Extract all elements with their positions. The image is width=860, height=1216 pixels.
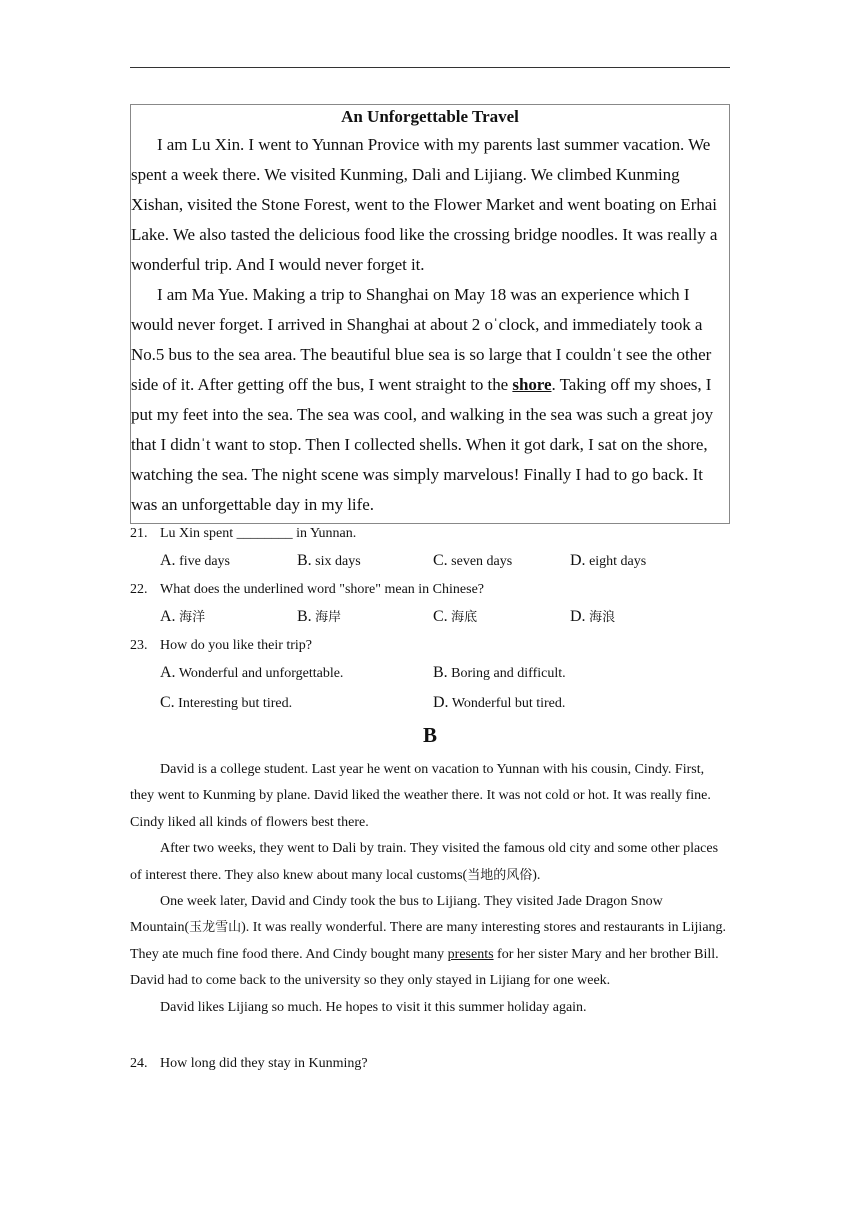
option-d[interactable]	[570, 552, 646, 571]
passage-b-paragraph-4: David likes Lijiang so much. He hopes to visit it this summer holiday again.	[160, 999, 587, 1015]
p3-text-before: One week later, David and Cindy took the bus to Lijiang. They visited Jade Dragon Snow Mountain(	[130, 894, 663, 936]
option-letter: C.	[160, 694, 175, 711]
question-text: How long did they stay in Kunming?	[160, 1056, 368, 1071]
option-letter: D.	[433, 694, 449, 711]
option-letter: B.	[297, 552, 312, 569]
question-21	[130, 525, 356, 543]
underlined-word-presents: presents	[447, 946, 494, 962]
p3-chinese-note: 玉龙雪山	[189, 920, 242, 936]
option-text: eight days	[589, 554, 647, 569]
question-21-options	[160, 552, 720, 572]
passage-b	[130, 757, 730, 1021]
para2-text-before: I am Ma Yue. Making a trip to Shanghai on May 18 was an experience which I would never forget. I arrived in Shanghai at about 2 oˈclock, and immediately took a No.5 bus to the sea area. The beautiful blue sea is so large that I couldnˈt see the other side of it. After getting off the bus, I went straight to the	[131, 285, 712, 394]
option-text: seven days	[451, 554, 513, 569]
question-24	[130, 1055, 368, 1073]
question-text: What does the underlined word "shore" mean in Chinese?	[160, 582, 485, 597]
option-text: Boring and difficult.	[451, 666, 566, 681]
option-text: six days	[315, 554, 361, 569]
option-letter: A.	[160, 664, 176, 681]
question-23-options-row-1	[160, 664, 720, 684]
option-text: Interesting but tired.	[178, 696, 293, 711]
option-letter: B.	[433, 664, 448, 681]
option-b[interactable]	[297, 608, 341, 627]
passage-b-paragraph-3	[130, 889, 730, 995]
option-text: Wonderful and unforgettable.	[178, 666, 344, 681]
option-b[interactable]	[297, 552, 361, 571]
option-c[interactable]	[433, 552, 512, 571]
option-letter: C.	[433, 552, 448, 569]
question-22-options	[160, 608, 720, 628]
question-number: 24.	[130, 1056, 148, 1071]
option-d[interactable]	[570, 608, 615, 627]
p3-text-after: for her sister Mary and her brother Bill. David had to come back to the university so they only stayed in Lijiang for one week.	[130, 946, 719, 989]
option-text: 海浪	[589, 610, 616, 625]
option-letter: C.	[433, 608, 448, 625]
option-a[interactable]	[160, 552, 230, 571]
underlined-word-shore: shore	[512, 375, 552, 394]
passage-a-box	[130, 104, 730, 524]
option-text: 海岸	[315, 610, 342, 625]
option-text: five days	[179, 554, 230, 569]
option-text: 海底	[451, 610, 478, 625]
question-text: How do you like their trip?	[160, 638, 313, 653]
option-d[interactable]	[433, 694, 565, 713]
option-letter: B.	[297, 608, 312, 625]
p3-text-middle: ). It was really wonderful. There are many interesting stores and restaurants in Lijiang. They ate much fine food there. And Cindy bought many	[130, 920, 727, 962]
question-number: 23.	[130, 638, 148, 653]
p2-text-before: After two weeks, they went to Dali by train. They visited the famous old city and some other places of interest there. They also knew about many local customs(	[130, 841, 719, 883]
question-23	[130, 637, 312, 655]
option-letter: A.	[160, 608, 176, 625]
question-number: 21.	[130, 526, 148, 541]
option-letter: D.	[570, 608, 586, 625]
header-rule	[130, 67, 730, 68]
option-c[interactable]	[433, 608, 477, 627]
option-text: Wonderful but tired.	[451, 696, 566, 711]
p2-text-after: ).	[532, 867, 541, 883]
passage-b-paragraph-2	[130, 836, 730, 889]
option-a[interactable]	[160, 608, 205, 627]
option-a[interactable]	[160, 664, 343, 683]
passage-a-title: An Unforgettable Travel	[341, 107, 519, 126]
passage-a-paragraph-1: I am Lu Xin. I went to Yunnan Provice with my parents last summer vacation. We spent a week there. We visited Kunming, Dali and Lijiang. We climbed Kunming Xishan, visited the Stone Forest, went to the Flower Market and went boating on Erhai Lake. We also tasted the delicious food like the crossing bridge noodles. It was really a wonderful trip. And I would never forget it.	[131, 135, 718, 274]
option-text: 海洋	[179, 610, 206, 625]
option-letter: A.	[160, 552, 176, 569]
option-letter: D.	[570, 552, 586, 569]
question-22	[130, 581, 484, 599]
p2-chinese-note: 当地的风俗	[467, 867, 533, 883]
para2-text-after: . Taking off my shoes, I put my feet into the sea. The sea was cool, and walking in the sea was such a great joy that I didnˈt want to stop. Then I collected shells. When it got dark, I sat on the shore, watching the sea. The night scene was simply marvelous! Finally I had to go back. It was an unforgettable day in my life.	[131, 375, 714, 514]
passage-a-paragraph-2	[131, 280, 729, 520]
option-c[interactable]	[160, 694, 292, 713]
option-b[interactable]	[433, 664, 566, 683]
passage-b-paragraph-1: David is a college student. Last year he went on vacation to Yunnan with his cousin, Cindy. First, they went to Kunming by plane. David liked the weather there. It was not cold or hot. It was really fine. Cindy liked all kinds of flowers best there.	[130, 762, 711, 830]
question-text: Lu Xin spent ________ in Yunnan.	[160, 526, 357, 541]
question-number: 22.	[130, 582, 148, 597]
question-23-options-row-2	[160, 694, 720, 714]
section-b-heading: B	[422, 723, 437, 747]
